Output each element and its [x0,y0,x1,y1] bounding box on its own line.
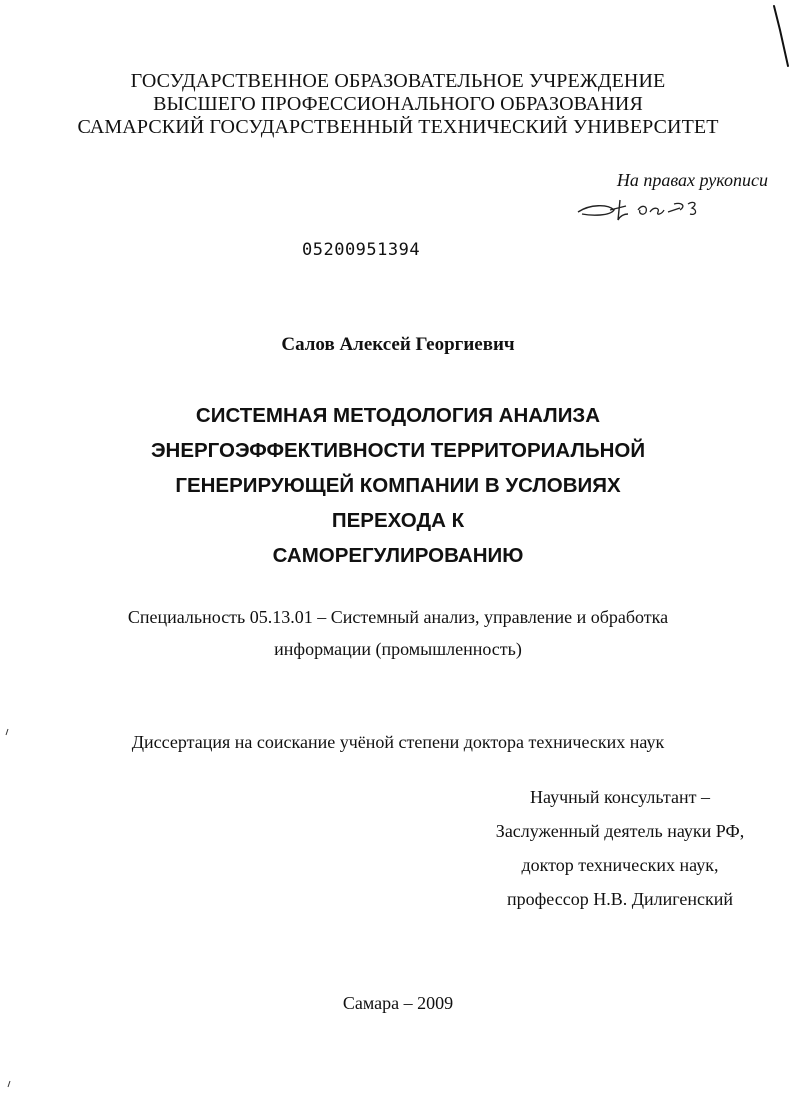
institution-header [0,70,796,139]
catalog-number: 05200951394 [302,240,421,260]
institution-line-2: ВЫСШЕГО ПРОФЕССИОНАЛЬНОГО ОБРАЗОВАНИЯ [153,93,643,115]
corner-pen-mark [770,0,796,70]
advisor-line-3: доктор технических наук, [521,855,719,875]
institution-line-3: САМАРСКИЙ ГОСУДАРСТВЕННЫЙ ТЕХНИЧЕСКИЙ УНИВЕРСИТЕТ [77,116,719,138]
title-line-1: СИСТЕМНАЯ МЕТОДОЛОГИЯ АНАЛИЗА [195,404,601,427]
scan-mark [4,728,10,736]
specialty [120,601,676,665]
title-line-4: САМОРЕГУЛИРОВАНИЮ [272,544,524,567]
advisor-line-2: Заслуженный деятель науки РФ, [495,821,745,841]
title-line-3: ГЕНЕРИРУЮЩЕЙ КОМПАНИИ В УСЛОВИЯХ ПЕРЕХОДА К [175,474,621,532]
author-name: Салов Алексей Георгиевич [281,334,515,355]
rights-note: На правах рукописи [616,170,768,190]
specialty-line-2: информации (промышленность) [274,639,522,659]
specialty-line-1: Специальность 05.13.01 – Системный анализ, управление и обработка [127,607,669,627]
city-year: Самара – 2009 [342,993,454,1013]
scan-mark [6,1080,12,1088]
advisor-line-4: профессор Н.В. Дилигенский [506,889,733,909]
title-line-2: ЭНЕРГОЭФФЕКТИВНОСТИ ТЕРРИТОРИАЛЬНОЙ [150,439,646,462]
signature-image [570,192,710,232]
advisor-block [470,780,770,916]
advisor-line-1: Научный консультант – [530,787,710,807]
dissertation-title [120,398,676,573]
institution-line-1: ГОСУДАРСТВЕННОЕ ОБРАЗОВАТЕЛЬНОЕ УЧРЕЖДЕНИЕ [130,70,666,92]
dissertation-note: Диссертация на соискание учёной степени доктора технических наук [131,732,665,752]
